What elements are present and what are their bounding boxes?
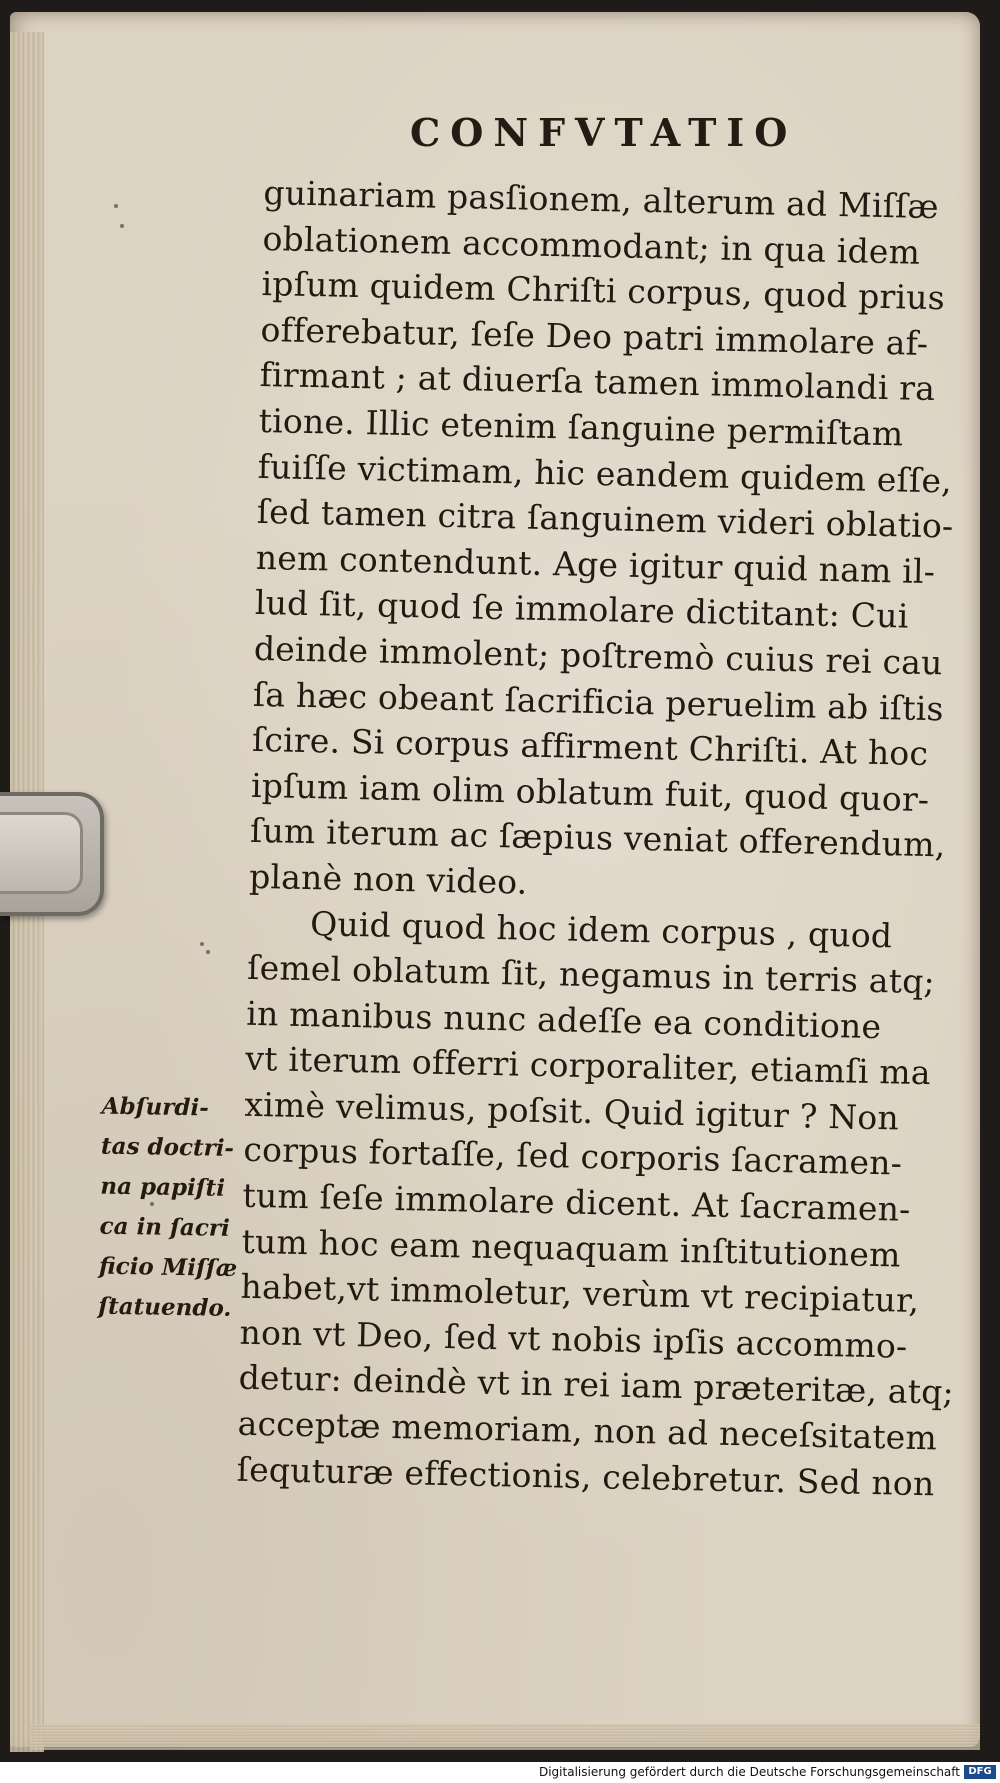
- ink-speck: [120, 224, 124, 228]
- text-line: fuiſſe victimam, hic eandem quidem eſſe,: [257, 446, 953, 501]
- text-line: oblationem accommodant; in qua idem: [262, 218, 921, 272]
- digitization-footer: [0, 1762, 1000, 1783]
- text-line: guinariam pasſionem, alterum ad Miſſæ: [263, 172, 940, 227]
- text-line: nem contendunt. Age igitur quid nam il-: [255, 537, 936, 591]
- marginal-note: [98, 1087, 262, 1330]
- text-line: tum ſeſe immolare dicent. At ſacramen-: [242, 1175, 911, 1229]
- page-bottom-edge: [30, 1724, 980, 1750]
- text-line: lud ſit, quod ſe immolare dictitant: Cui: [254, 583, 909, 636]
- text-line: ſum iterum ac ſæpius veniat offerendum,: [249, 811, 946, 865]
- page-clip-inner: [0, 812, 83, 894]
- ink-speck: [114, 204, 118, 208]
- text-line: detur: deindè vt in rei iam præteritæ, atq;: [238, 1358, 955, 1413]
- text-line: ſequturæ effectionis, celebretur. Sed non: [236, 1449, 935, 1503]
- funding-credit: Digitalisierung gefördert durch die Deutsche Forschungsgemeinschaft: [538, 1765, 960, 1779]
- text-line: ipſum iam olim oblatum fuit, quod quor-: [250, 765, 930, 819]
- text-line: ximè velimus, poſsit. Quid igitur ? Non: [244, 1084, 900, 1138]
- marginal-note-line: ficio Miſſæ: [98, 1252, 238, 1283]
- text-line: ſa hæc obeant ſacrificia peruelim ab iſtis: [252, 674, 945, 728]
- page-clip: [0, 792, 104, 916]
- text-line: ſcire. Si corpus affirment Chriſti. At hoc: [251, 720, 929, 774]
- text-line: corpus fortaſſe, ſed corporis ſacramen-: [243, 1130, 903, 1184]
- marginal-note-line: tas doctri-: [100, 1132, 235, 1162]
- marginal-note-line: ſtatuendo.: [98, 1292, 232, 1322]
- marginal-note-line: ca in ſacri: [99, 1212, 230, 1242]
- text-line: ſemel oblatum ſit, negamus in terris atq;: [246, 947, 936, 1002]
- text-line: acceptæ memoriam, non ad neceſsitatem: [237, 1403, 938, 1458]
- text-line: tione. Illic etenim ſanguine permiſtam: [258, 400, 904, 454]
- text-line: in manibus nunc adeſſe ea conditione: [245, 993, 882, 1046]
- ink-speck: [200, 942, 204, 946]
- text-line: tum hoc eam nequaquam inſtitutionem: [241, 1221, 901, 1275]
- text-line: firmant ; at diuerſa tamen immolandi ra: [259, 355, 936, 409]
- text-line: vt iterum offerri corporaliter, etiamſi ma: [244, 1039, 932, 1093]
- text-line: habet,vt immoletur, verùm vt recipiatur,: [240, 1267, 920, 1321]
- text-line: ipſum quidem Chriſti corpus, quod prius: [261, 264, 946, 318]
- marginal-note-line: na papiſti: [100, 1172, 226, 1202]
- text-line: Quid quod hoc idem corpus , quod: [309, 903, 893, 955]
- body-text: [236, 170, 964, 1507]
- dfg-logo: DFG: [964, 1765, 996, 1779]
- running-header: CONFVTATIO: [410, 110, 798, 155]
- marginal-note-line: Abſurdi-: [101, 1092, 210, 1122]
- text-line: ſed tamen citra ſanguinem videri oblatio-: [256, 492, 954, 546]
- text-line: offerebatur, ſeſe Deo patri immolare af-: [260, 309, 929, 363]
- ink-speck: [206, 950, 210, 954]
- text-line: non vt Deo, ſed vt nobis ipſis accommo-: [239, 1312, 908, 1366]
- text-line: deinde immolent; poſtremò cuius rei cau: [253, 628, 944, 683]
- text-line: planè non video.: [248, 856, 528, 902]
